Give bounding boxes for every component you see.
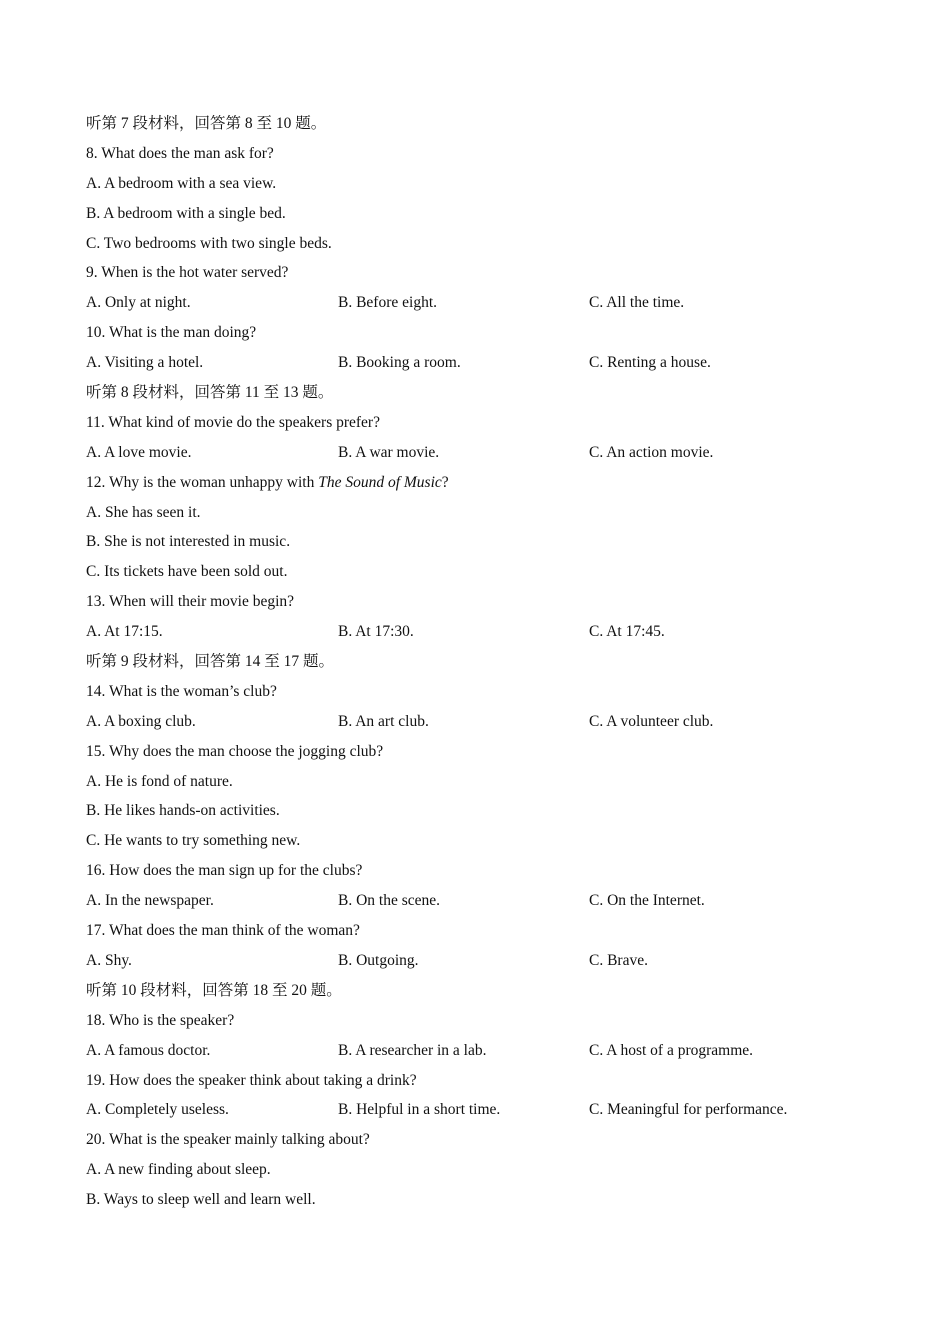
movie-title: The Sound of Music xyxy=(318,473,442,491)
option: C. Its tickets have been sold out. xyxy=(86,563,288,581)
section-heading: 听第 7 段材料，回答第 8 至 10 题。 xyxy=(86,115,327,132)
question-stem: 16. How does the man sign up for the clubs? xyxy=(86,862,363,880)
question-stem: 18. Who is the speaker? xyxy=(86,1011,235,1029)
option: B. A bedroom with a single bed. xyxy=(86,204,286,222)
option: C. An action movie. xyxy=(589,443,714,461)
option: B. Before eight. xyxy=(338,294,438,312)
question-stem: 8. What does the man ask for? xyxy=(86,144,274,162)
option: A. At 17:15. xyxy=(86,623,163,641)
option: C. Renting a house. xyxy=(589,354,711,372)
question-stem-end: ? xyxy=(441,473,449,491)
option: A. She has seen it. xyxy=(86,503,201,521)
option: C. He wants to try something new. xyxy=(86,832,301,850)
option-row xyxy=(86,348,886,378)
question-stem: 15. Why does the man choose the jogging club? xyxy=(86,742,384,760)
option: B. He likes hands-on activities. xyxy=(86,802,280,820)
question-stem: 17. What does the man think of the woman? xyxy=(86,922,360,940)
option: B. Helpful in a short time. xyxy=(338,1101,501,1119)
option: B. An art club. xyxy=(338,712,429,730)
option: A. A new finding about sleep. xyxy=(86,1161,271,1179)
question-stem: 9. When is the hot water served? xyxy=(86,264,289,282)
option-row xyxy=(86,1095,886,1125)
option: C. Brave. xyxy=(589,951,648,969)
listening-questions xyxy=(86,109,886,1215)
option-row xyxy=(86,438,886,468)
question-stem: 20. What is the speaker mainly talking about? xyxy=(86,1131,370,1149)
option: A. Shy. xyxy=(86,951,132,969)
question-stem: 13. When will their movie begin? xyxy=(86,593,295,611)
question-stem: 19. How does the speaker think about taking a drink? xyxy=(86,1071,417,1089)
option: A. In the newspaper. xyxy=(86,892,214,910)
option: A. A famous doctor. xyxy=(86,1041,211,1059)
option: C. At 17:45. xyxy=(589,623,665,641)
option: C. Meaningful for performance. xyxy=(589,1101,788,1119)
option: C. A host of a programme. xyxy=(589,1041,754,1059)
option-row xyxy=(86,707,886,737)
option: A. Completely useless. xyxy=(86,1101,229,1119)
option: B. Ways to sleep well and learn well. xyxy=(86,1191,316,1209)
option: C. Two bedrooms with two single beds. xyxy=(86,234,332,252)
option: B. Booking a room. xyxy=(338,354,461,372)
option: A. Visiting a hotel. xyxy=(86,354,204,372)
option: C. A volunteer club. xyxy=(589,712,714,730)
option: A. A boxing club. xyxy=(86,712,196,730)
option: C. On the Internet. xyxy=(589,892,705,910)
option: B. A researcher in a lab. xyxy=(338,1041,487,1059)
option-row xyxy=(86,617,886,647)
option: B. On the scene. xyxy=(338,892,441,910)
option: B. A war movie. xyxy=(338,443,440,461)
question-stem-text: 12. Why is the woman unhappy with xyxy=(86,473,319,491)
question-stem: 10. What is the man doing? xyxy=(86,324,257,342)
question-stem xyxy=(86,468,886,498)
option: B. She is not interested in music. xyxy=(86,533,291,551)
option-row xyxy=(86,886,886,916)
question-stem: 14. What is the woman’s club? xyxy=(86,682,277,700)
option-row xyxy=(86,1036,886,1066)
option: C. All the time. xyxy=(589,294,685,312)
option-row xyxy=(86,946,886,976)
section-heading: 听第 9 段材料，回答第 14 至 17 题。 xyxy=(86,653,335,671)
section-heading: 听第 8 段材料，回答第 11 至 13 题。 xyxy=(86,384,334,402)
option: B. Outgoing. xyxy=(338,951,419,969)
option-row xyxy=(86,288,886,318)
option: A. Only at night. xyxy=(86,294,191,312)
section-heading: 听第 10 段材料，回答第 18 至 20 题。 xyxy=(86,981,342,999)
option: A. He is fond of nature. xyxy=(86,772,233,790)
option: A. A bedroom with a sea view. xyxy=(86,174,277,192)
option: A. A love movie. xyxy=(86,443,192,461)
option: B. At 17:30. xyxy=(338,623,414,641)
question-stem: 11. What kind of movie do the speakers prefer? xyxy=(86,413,380,431)
